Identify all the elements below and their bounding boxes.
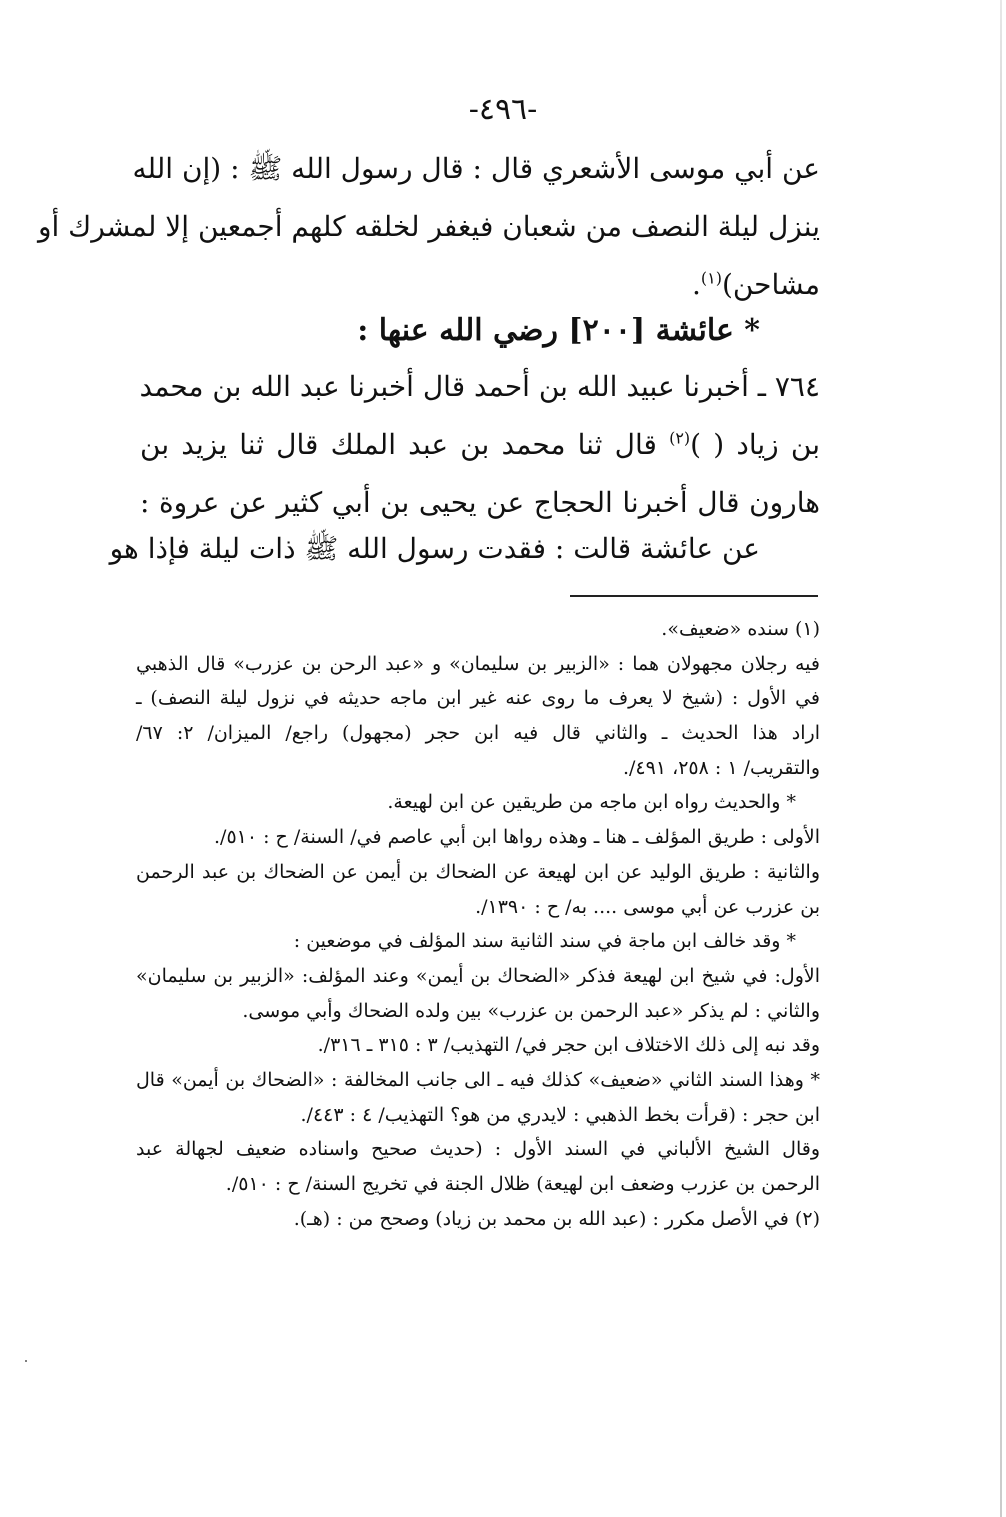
footnote-line: بن عزرب عن أبي موسى .... به/ ح : ١٣٩٠/.	[475, 895, 820, 918]
footnote-marker-2[interactable]: (٢)	[669, 428, 691, 448]
footnote-divider	[570, 595, 818, 597]
footnote-line: (١) سنده «ضعيف».	[661, 618, 820, 640]
footnote-line: (٢) في الأصل مكرر : (عبد الله بن محمد بن زياد) وصحح من : (هـ).	[293, 1207, 820, 1230]
page-number: -٤٩٦-	[468, 92, 538, 127]
footnote-line: فيه رجلان مجهولان هما : «الزبير بن سليمان» و «عبد الرحن بن عزرب» قال الذهبي	[136, 652, 820, 675]
footnote-marker-1[interactable]: (١)	[700, 268, 722, 288]
section-heading: * عائشة [٢٠٠] رضي الله عنها :	[357, 313, 760, 348]
footnote-line: في الأول : (شيخ لا يعرف ما روى عنه غير ابن ماجه حديثه في نزول ليلة النصف) ـ	[136, 687, 820, 710]
footnote-line: الأولى : طريق المؤلف ـ هنا ـ وهذه رواها ابن أبي عاصم في/ السنة/ ح : ٥١٠/.	[214, 826, 820, 849]
footnote-line: الرحمن بن عزرب وضعف ابن لهيعة) ظلال الجنة في تخريج السنة/ ح : ٥١٠/.	[225, 1173, 820, 1195]
footnote-line: وقد نبه إلى ذلك الاختلاف ابن حجر في/ التهذيب/ ٣ : ٣١٥ ـ ٣١٦/.	[317, 1034, 820, 1057]
footnotes	[136, 612, 820, 1236]
hadith-paragraph-1	[37, 140, 820, 314]
text-line: عن أبي موسى الأشعري قال : قال رسول الله ﷺ : (إن الله	[132, 152, 820, 185]
footnote-line: والثاني : لم يذكر «عبد الرحمن بن عزرب» بين ولده الضحاك وأبي موسى.	[242, 999, 820, 1022]
footnote-line: ابن حجر : (قرأت بخط الذهبي : لايدري من هو؟ التهذيب/ ٤ : ٤٤٣/.	[300, 1103, 820, 1126]
line-text: بن زياد ( )	[690, 428, 820, 461]
text-line	[140, 416, 820, 474]
footnote-line: * وقد خالف ابن ماجة في سند الثانية سند المؤلف في موضعين :	[293, 930, 796, 953]
isnad-paragraph	[140, 358, 820, 532]
hadith-paragraph-2	[109, 520, 820, 578]
footnote-line: وقال الشيخ الألباني في السند الأول : (حديث صحيح واسناده ضعيف لجهالة عبد	[136, 1138, 820, 1161]
text-line: هارون قال أخبرنا الحجاج عن يحيى بن أبي كثير عن عروة :	[140, 486, 820, 519]
scan-edge	[1000, 0, 1002, 1517]
line-text: مشاحن)	[721, 268, 820, 301]
text-line: ٧٦٤ ـ أخبرنا عبيد الله بن أحمد قال أخبرنا عبد الله بن محمد	[139, 370, 820, 403]
footnote-line: * والحديث رواه ابن ماجه من طريقين عن ابن لهيعة.	[387, 791, 796, 814]
line-end: .	[691, 268, 701, 301]
footnote-line: * وهذا السند الثاني «ضعيف» كذلك فيه ـ الى جانب المخالفة : «الضحاك بن أيمن» قال	[136, 1068, 820, 1091]
footnote-line: الأول: في شيخ ابن لهيعة فذكر «الضحاك بن أيمن» وعند المؤلف: «الزبير بن سليمان»	[136, 964, 820, 987]
scan-speck	[25, 1360, 27, 1362]
line-text: قال ثنا محمد بن عبد الملك قال ثنا يزيد بن	[140, 428, 657, 461]
text-line: ينزل ليلة النصف من شعبان فيغفر لخلقه كلهم أجمعين إلا لمشرك أو	[37, 210, 820, 243]
text-line: عن عائشة قالت : فقدت رسول الله ﷺ ذات ليلة فإذا هو	[109, 532, 760, 565]
footnote-line: والتقريب/ ١ : ٢٥٨، ٤٩١/.	[622, 756, 820, 779]
footnote-line: والثانية : طريق الوليد عن ابن لهيعة عن الضحاك بن أيمن عن الضحاك بن عبد الرحمن	[136, 860, 820, 883]
footnote-line: اراد هذا الحديث ـ والثاني قال فيه ابن حجر (مجهول) راجع/ الميزان/ ٢: ٦٧/	[136, 722, 820, 745]
